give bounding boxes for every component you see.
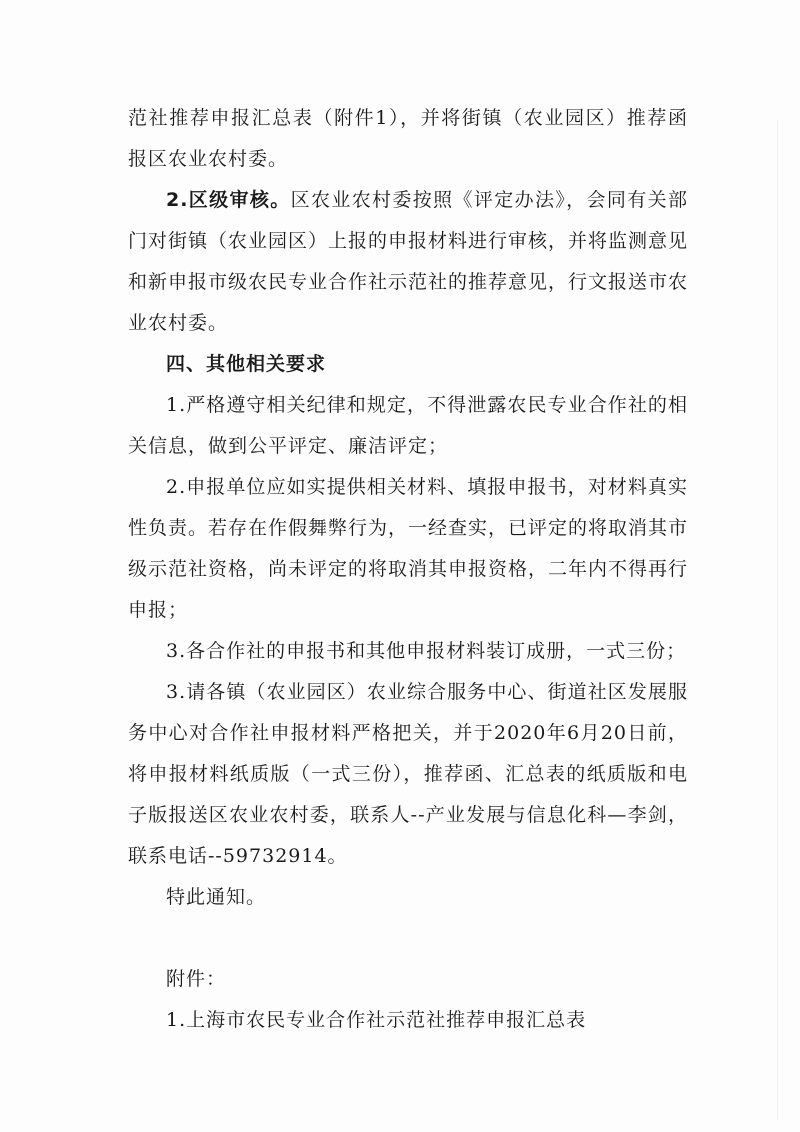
document-body	[128, 98, 688, 1041]
closing-line: 特此通知。	[166, 886, 267, 908]
paragraph-continuation: 范社推荐申报汇总表（附件1），并将街镇（农业园区）推荐函报区农业农村委。	[128, 107, 688, 170]
district-review-body: 区农业农村委按照《评定办法》，会同有关部门对街镇（农业园区）上报的申报材料进行审核，并将监测意见和新申报市级农民专业合作社示范社的推荐意见，行文报送市农业农村委。	[128, 189, 689, 334]
requirement-item-1: 1.严格遵守相关纪律和规定，不得泄露农民专业合作社的相关信息，做到公平评定、廉洁评定；	[128, 394, 688, 457]
attachment-item-1: 1.上海市农民专业合作社示范社推荐申报汇总表	[166, 1009, 587, 1031]
attachment-label: 附件：	[166, 968, 227, 990]
paragraph-district-review	[128, 180, 688, 344]
section-heading-other-requirements: 四、其他相关要求	[166, 353, 327, 375]
scan-edge-line	[777, 120, 778, 1120]
requirement-item-2: 2.申报单位应如实提供相关材料、填报申报书，对材料真实性负责。若存在作假舞弊行为，一经查实，已评定的将取消其市级示范社资格，尚未评定的将取消其申报资格，二年内不得再行申报；	[128, 476, 689, 621]
district-review-lead: 2.区级审核。	[166, 189, 291, 211]
requirement-item-4: 3.请各镇（农业园区）农业综合服务中心、街道社区发展服务中心对合作社申报材料严格把关，并于2020年6月20日前，将申报材料纸质版（一式三份），推荐函、汇总表的纸质版和电子版报送区农业农村委，联系人--产业发展与信息化科—李剑，联系电话--59732914。	[128, 681, 688, 867]
requirement-item-3: 3.各合作社的申报书和其他申报材料装订成册，一式三份；	[166, 640, 687, 662]
spacer	[128, 918, 688, 959]
